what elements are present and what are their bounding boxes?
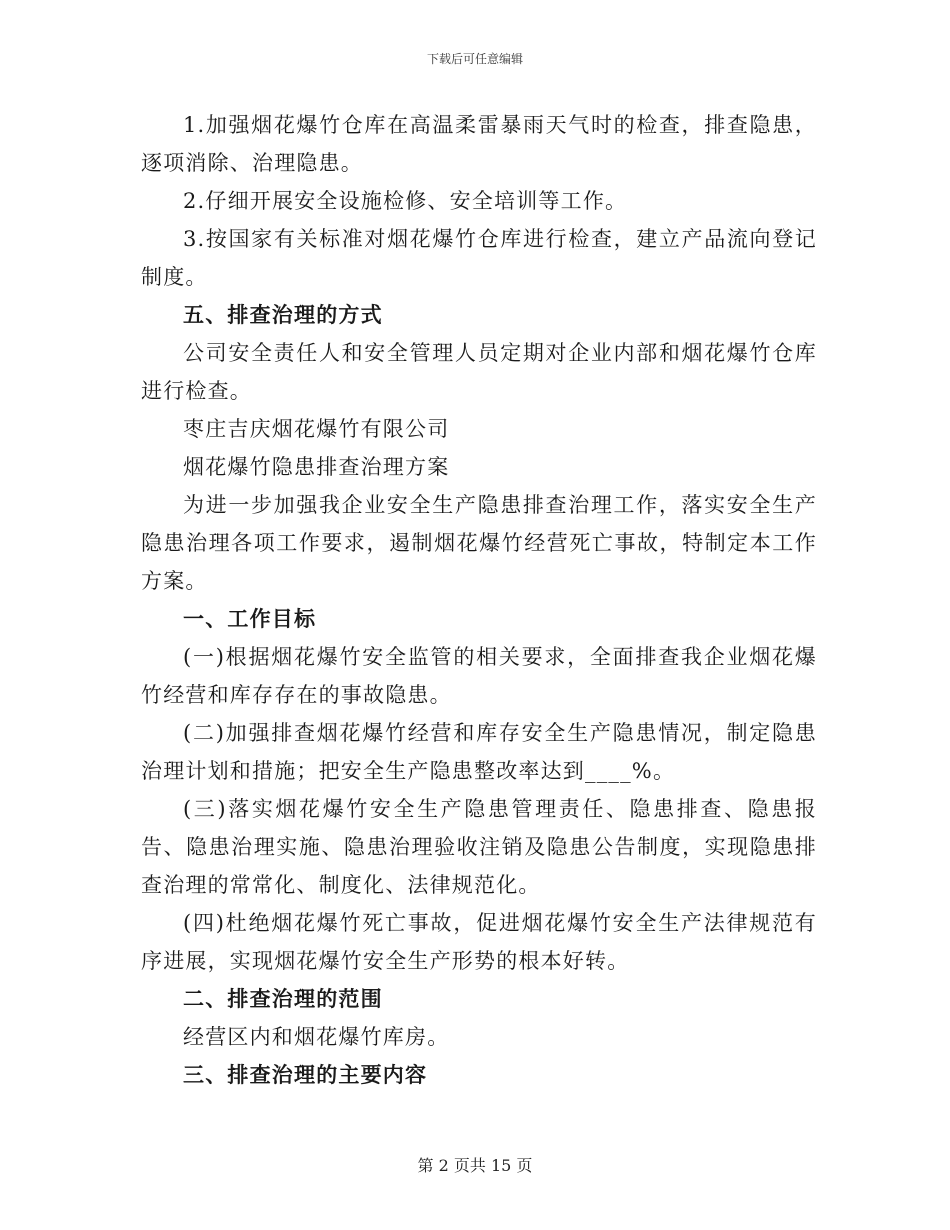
paragraph: 2.仔细开展安全设施检修、安全培训等工作。 — [183, 189, 628, 213]
paragraph: (二)加强排查烟花爆竹经营和库存安全生产隐患情况，制定隐患治理计划和措施；把安全生产隐患整改率达到____%。 — [141, 721, 817, 783]
section-heading: 五、排查治理的方式 — [183, 302, 383, 327]
paragraph: 1.加强烟花爆竹仓库在高温柔雷暴雨天气时的检查，排查隐患，逐项消除、治理隐患。 — [141, 113, 817, 175]
page-header: 下载后可任意编辑 — [426, 52, 523, 66]
paragraph: 为进一步加强我企业安全生产隐患排查治理工作，落实安全生产隐患治理各项工作要求，遏制烟花爆竹经营死亡事故，特制定本工作方案。 — [141, 493, 817, 593]
section-heading: 一、工作目标 — [183, 606, 317, 631]
paragraph: (三)落实烟花爆竹安全生产隐患管理责任、隐患排查、隐患报告、隐患治理实施、隐患治理验收注销及隐患公告制度，实现隐患排查治理的常常化、制度化、法律规范化。 — [141, 797, 817, 897]
page-footer: 第 2 页共 15 页 — [417, 1156, 533, 1175]
section-heading: 二、排查治理的范围 — [183, 986, 383, 1011]
paragraph: (一)根据烟花爆竹安全监管的相关要求，全面排查我企业烟花爆竹经营和库存存在的事故隐患。 — [141, 645, 817, 707]
paragraph: 公司安全责任人和安全管理人员定期对企业内部和烟花爆竹仓库进行检查。 — [141, 341, 817, 403]
paragraph: (四)杜绝烟花爆竹死亡事故，促进烟花爆竹安全生产法律规范有序进展，实现烟花爆竹安全生产形势的根本好转。 — [141, 911, 817, 973]
section-heading: 三、排查治理的主要内容 — [183, 1062, 428, 1087]
company-name: 枣庄吉庆烟花爆竹有限公司 — [183, 417, 450, 441]
paragraph: 3.按国家有关标准对烟花爆竹仓库进行检查，建立产品流向登记制度。 — [141, 227, 817, 289]
document-body — [141, 106, 817, 1094]
paragraph: 经营区内和烟花爆竹库房。 — [183, 1025, 450, 1049]
document-title: 烟花爆竹隐患排查治理方案 — [183, 455, 450, 479]
